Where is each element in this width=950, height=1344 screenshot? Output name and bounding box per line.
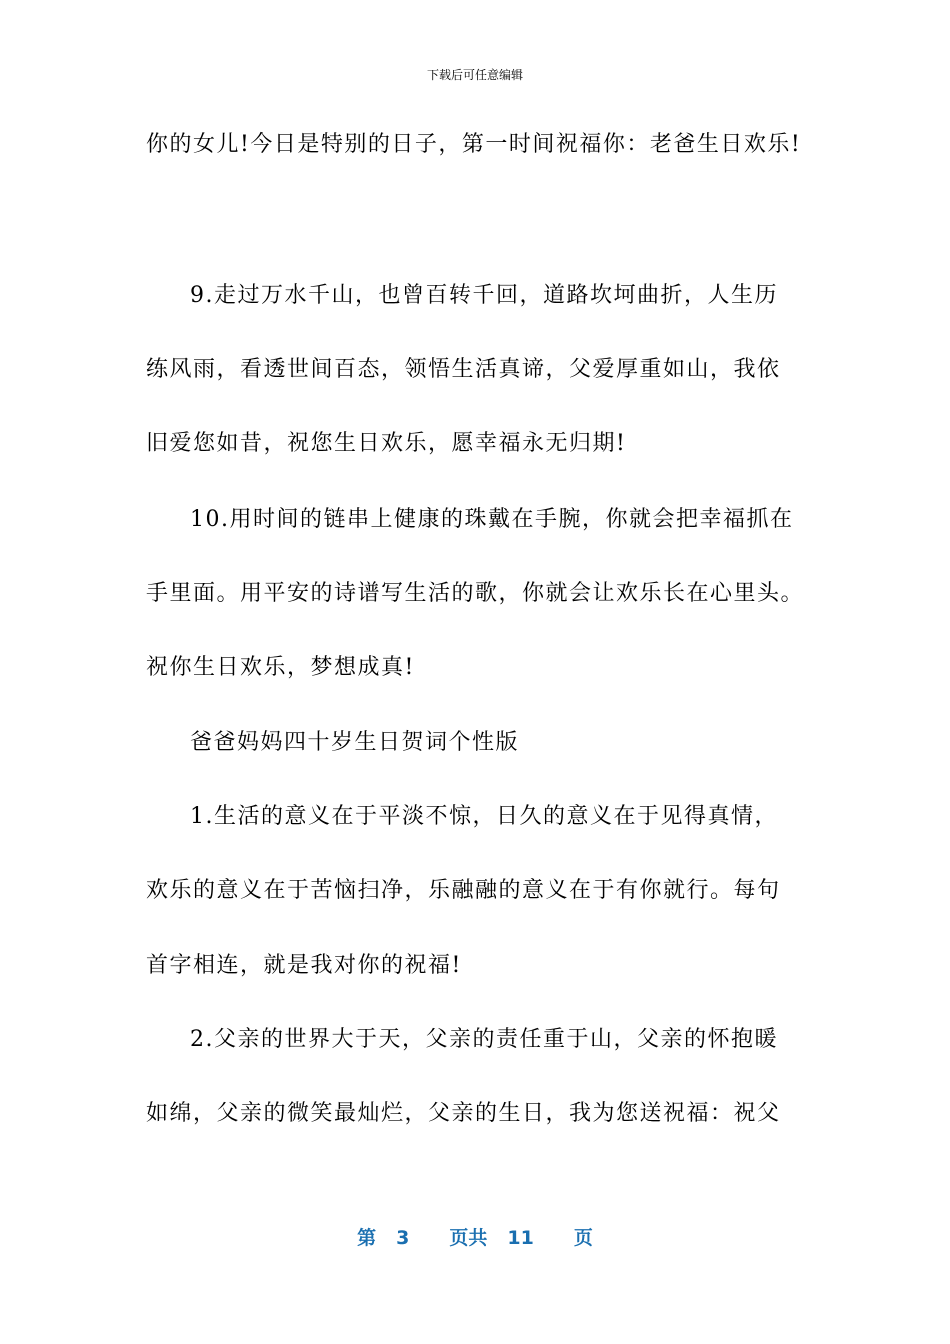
text-line: 练风雨，看透世间百态，领悟生活真谛，父爱厚重如山，我依 (146, 357, 781, 382)
footer-prefix: 第 (357, 1227, 377, 1249)
footer-total-pages: 11 (507, 1227, 534, 1249)
text-line: 手里面。用平安的诗谱写生活的歌，你就会让欢乐长在心里头。 (146, 581, 805, 606)
text-line: 祝你生日欢乐，梦想成真! (146, 655, 415, 680)
text-line: 如绵，父亲的微笑最灿烂，父亲的生日，我为您送祝福：祝父 (146, 1101, 781, 1126)
text-line: 首字相连，就是我对你的祝福! (146, 953, 462, 978)
text-line: 1.生活的意义在于平淡不惊，日久的意义在于见得真情， (190, 804, 778, 829)
text-line: 欢乐的意义在于苦恼扫净，乐融融的意义在于有你就行。每句 (146, 878, 781, 903)
section-heading: 爸爸妈妈四十岁生日贺词个性版 (190, 730, 520, 755)
footer-middle: 页共 (449, 1227, 488, 1249)
page-footer (0, 1226, 950, 1250)
text-line: 你的女儿!今日是特别的日子，第一时间祝福你：老爸生日欢乐! (146, 132, 802, 157)
page-header: 下载后可任意编辑 (426, 68, 523, 82)
text-line: 9.走过万水千山，也曾百转千回，道路坎坷曲折，人生历 (190, 283, 778, 308)
text-line: 旧爱您如昔，祝您生日欢乐，愿幸福永无归期! (146, 431, 627, 456)
footer-page-number: 3 (396, 1227, 410, 1249)
text-line: 10.用时间的链串上健康的珠戴在手腕，你就会把幸福抓在 (190, 507, 794, 532)
footer-suffix: 页 (573, 1227, 593, 1249)
text-line: 2.父亲的世界大于天，父亲的责任重于山，父亲的怀抱暖 (190, 1027, 778, 1052)
